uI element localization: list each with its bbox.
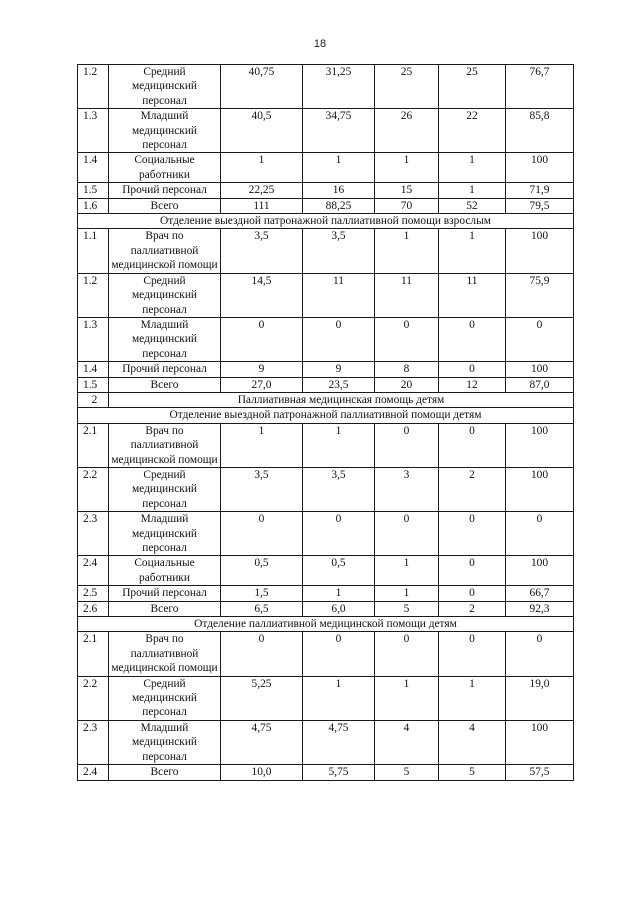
value-cell: 1 (221, 423, 303, 467)
value-cell: 12 (439, 377, 506, 392)
table-row (78, 229, 574, 273)
value-cell: 1,5 (221, 586, 303, 601)
staff-category: Средний медицинский персонал (109, 467, 221, 511)
value-cell: 2 (439, 601, 506, 616)
value-cell: 15 (375, 183, 439, 198)
value-cell: 0 (439, 317, 506, 361)
row-number: 1.5 (78, 183, 109, 198)
table-row (78, 512, 574, 556)
value-cell: 52 (439, 198, 506, 213)
value-cell: 11 (439, 273, 506, 317)
staff-category: Всего (109, 198, 221, 213)
value-cell: 11 (375, 273, 439, 317)
value-cell: 4 (375, 720, 439, 764)
table-row (78, 556, 574, 586)
row-number: 1.4 (78, 153, 109, 183)
value-cell: 5 (439, 765, 506, 780)
value-cell: 0 (303, 632, 375, 676)
group-title: Паллиативная медицинская помощь детям (109, 392, 574, 407)
row-number: 1.4 (78, 362, 109, 377)
staff-category: Прочий персонал (109, 183, 221, 198)
row-number: 1.3 (78, 109, 109, 153)
value-cell: 57,5 (506, 765, 574, 780)
table-row (78, 377, 574, 392)
staff-category: Средний медицинский персонал (109, 676, 221, 720)
value-cell: 0 (375, 512, 439, 556)
value-cell: 1 (375, 229, 439, 273)
staff-category: Младший медицинский персонал (109, 317, 221, 361)
row-number: 2.6 (78, 601, 109, 616)
value-cell: 16 (303, 183, 375, 198)
table-row (78, 65, 574, 109)
value-cell: 22 (439, 109, 506, 153)
value-cell: 111 (221, 198, 303, 213)
table-row (78, 273, 574, 317)
group-number: 2 (78, 392, 109, 407)
table-row (78, 765, 574, 780)
row-number: 2.1 (78, 423, 109, 467)
table-row (78, 317, 574, 361)
value-cell: 3,5 (221, 229, 303, 273)
row-number: 1.2 (78, 65, 109, 109)
value-cell: 1 (375, 676, 439, 720)
table-row (78, 153, 574, 183)
table-row (78, 198, 574, 213)
section-header-row (78, 214, 574, 229)
value-cell: 3,5 (221, 467, 303, 511)
page-number: 18 (313, 38, 327, 50)
staff-category: Социальные работники (109, 556, 221, 586)
value-cell: 88,25 (303, 198, 375, 213)
value-cell: 9 (221, 362, 303, 377)
staff-category: Врач по паллиативной медицинской помощи (109, 229, 221, 273)
row-number: 2.5 (78, 586, 109, 601)
staff-category: Врач по паллиативной медицинской помощи (109, 632, 221, 676)
staffing-table (77, 64, 574, 781)
row-number: 2.1 (78, 632, 109, 676)
value-cell: 0 (439, 556, 506, 586)
value-cell: 0 (375, 423, 439, 467)
value-cell: 11 (303, 273, 375, 317)
section-title: Отделение выездной патронажной паллиативной помощи детям (78, 408, 574, 423)
row-number: 2.3 (78, 720, 109, 764)
value-cell: 1 (303, 423, 375, 467)
value-cell: 25 (439, 65, 506, 109)
value-cell: 0 (303, 317, 375, 361)
value-cell: 0 (375, 317, 439, 361)
staffing-table-body (78, 65, 574, 781)
value-cell: 23,5 (303, 377, 375, 392)
staff-category: Прочий персонал (109, 586, 221, 601)
staff-category: Социальные работники (109, 153, 221, 183)
value-cell: 2 (439, 467, 506, 511)
value-cell: 20 (375, 377, 439, 392)
value-cell: 0 (439, 512, 506, 556)
value-cell: 14,5 (221, 273, 303, 317)
table-row (78, 676, 574, 720)
value-cell: 92,3 (506, 601, 574, 616)
table-row (78, 423, 574, 467)
staff-category: Врач по паллиативной медицинской помощи (109, 423, 221, 467)
value-cell: 25 (375, 65, 439, 109)
value-cell: 66,7 (506, 586, 574, 601)
row-number: 2.4 (78, 765, 109, 780)
value-cell: 100 (506, 229, 574, 273)
value-cell: 6,0 (303, 601, 375, 616)
section-title: Отделение выездной патронажной паллиативной помощи взрослым (78, 214, 574, 229)
value-cell: 3,5 (303, 229, 375, 273)
value-cell: 100 (506, 153, 574, 183)
value-cell: 31,25 (303, 65, 375, 109)
value-cell: 0 (506, 632, 574, 676)
value-cell: 1 (303, 586, 375, 601)
section-title: Отделение паллиативной медицинской помощи детям (78, 617, 574, 632)
table-row (78, 586, 574, 601)
value-cell: 26 (375, 109, 439, 153)
value-cell: 100 (506, 362, 574, 377)
section-header-row (78, 408, 574, 423)
value-cell: 6,5 (221, 601, 303, 616)
value-cell: 19,0 (506, 676, 574, 720)
table-row (78, 467, 574, 511)
staff-category: Всего (109, 765, 221, 780)
value-cell: 3,5 (303, 467, 375, 511)
value-cell: 100 (506, 423, 574, 467)
value-cell: 4,75 (221, 720, 303, 764)
table-row (78, 109, 574, 153)
value-cell: 3 (375, 467, 439, 511)
value-cell: 34,75 (303, 109, 375, 153)
value-cell: 100 (506, 556, 574, 586)
value-cell: 0 (221, 317, 303, 361)
row-number: 2.4 (78, 556, 109, 586)
staff-category: Всего (109, 601, 221, 616)
row-number: 1.3 (78, 317, 109, 361)
value-cell: 0 (375, 632, 439, 676)
value-cell: 40,5 (221, 109, 303, 153)
value-cell: 0 (303, 512, 375, 556)
section-header-row (78, 617, 574, 632)
value-cell: 0,5 (221, 556, 303, 586)
value-cell: 0 (439, 586, 506, 601)
table-row (78, 601, 574, 616)
value-cell: 100 (506, 467, 574, 511)
value-cell: 5 (375, 765, 439, 780)
value-cell: 0 (439, 423, 506, 467)
staff-category: Младший медицинский персонал (109, 720, 221, 764)
value-cell: 0 (506, 512, 574, 556)
value-cell: 1 (439, 676, 506, 720)
value-cell: 0,5 (303, 556, 375, 586)
staff-category: Средний медицинский персонал (109, 273, 221, 317)
value-cell: 76,7 (506, 65, 574, 109)
value-cell: 79,5 (506, 198, 574, 213)
staff-category: Прочий персонал (109, 362, 221, 377)
row-number: 1.1 (78, 229, 109, 273)
value-cell: 4 (439, 720, 506, 764)
value-cell: 100 (506, 720, 574, 764)
value-cell: 1 (221, 153, 303, 183)
row-number: 1.2 (78, 273, 109, 317)
value-cell: 22,25 (221, 183, 303, 198)
value-cell: 87,0 (506, 377, 574, 392)
value-cell: 1 (375, 556, 439, 586)
staff-category: Младший медицинский персонал (109, 512, 221, 556)
value-cell: 0 (221, 512, 303, 556)
value-cell: 5 (375, 601, 439, 616)
value-cell: 1 (375, 153, 439, 183)
row-number: 2.2 (78, 467, 109, 511)
value-cell: 40,75 (221, 65, 303, 109)
value-cell: 1 (303, 676, 375, 720)
row-number: 1.6 (78, 198, 109, 213)
table-row (78, 183, 574, 198)
value-cell: 1 (375, 586, 439, 601)
value-cell: 71,9 (506, 183, 574, 198)
value-cell: 1 (303, 153, 375, 183)
table-row (78, 632, 574, 676)
table-row (78, 362, 574, 377)
value-cell: 0 (439, 362, 506, 377)
value-cell: 8 (375, 362, 439, 377)
value-cell: 1 (439, 153, 506, 183)
value-cell: 75,9 (506, 273, 574, 317)
value-cell: 5,25 (221, 676, 303, 720)
value-cell: 4,75 (303, 720, 375, 764)
value-cell: 9 (303, 362, 375, 377)
value-cell: 1 (439, 229, 506, 273)
group-header-row (78, 392, 574, 407)
staff-category: Средний медицинский персонал (109, 65, 221, 109)
value-cell: 27,0 (221, 377, 303, 392)
value-cell: 10,0 (221, 765, 303, 780)
value-cell: 0 (439, 632, 506, 676)
value-cell: 1 (439, 183, 506, 198)
value-cell: 0 (506, 317, 574, 361)
table-row (78, 720, 574, 764)
value-cell: 70 (375, 198, 439, 213)
value-cell: 0 (221, 632, 303, 676)
staff-category: Всего (109, 377, 221, 392)
value-cell: 85,8 (506, 109, 574, 153)
staff-category: Младший медицинский персонал (109, 109, 221, 153)
row-number: 2.2 (78, 676, 109, 720)
row-number: 1.5 (78, 377, 109, 392)
value-cell: 5,75 (303, 765, 375, 780)
row-number: 2.3 (78, 512, 109, 556)
